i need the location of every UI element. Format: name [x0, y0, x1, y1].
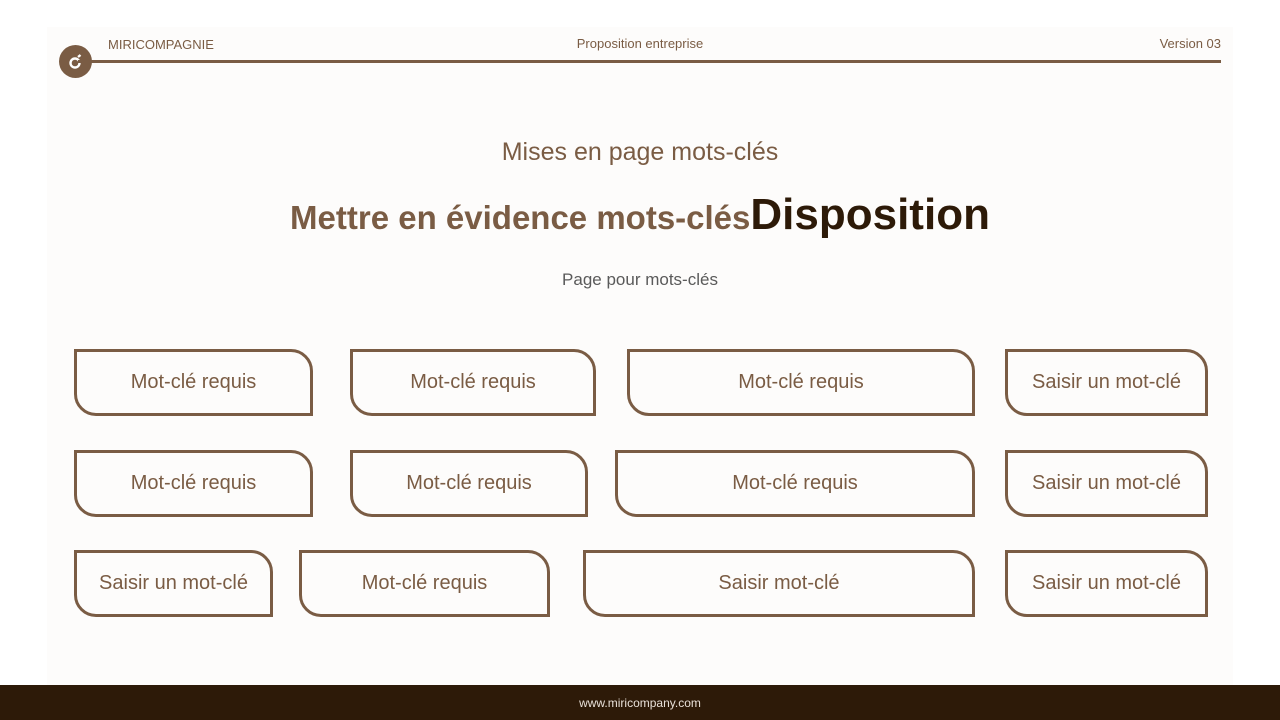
- keyword-box: Saisir un mot-clé: [1005, 550, 1208, 617]
- header-version: Version 03: [1159, 36, 1221, 51]
- header-divider: [78, 60, 1221, 63]
- keyword-box: Mot-clé requis: [299, 550, 550, 617]
- page-caption: Page pour mots-clés: [562, 270, 718, 289]
- keyword-box: Saisir un mot-clé: [1005, 450, 1208, 517]
- keyword-box: Mot-clé requis: [350, 349, 596, 416]
- keyword-box: Mot-clé requis: [74, 349, 313, 416]
- page-subtitle: Mises en page mots-clés: [501, 138, 779, 166]
- brand-name: MIRICOMPAGNIE: [108, 37, 214, 52]
- keyword-box: Saisir mot-clé: [583, 550, 975, 617]
- keyword-box: Mot-clé requis: [350, 450, 588, 517]
- title-emphasis: Disposition: [750, 190, 990, 239]
- keyword-box: Mot-clé requis: [615, 450, 975, 517]
- footer-bar: [0, 685, 1280, 720]
- title-highlight: Mettre en évidence mots-clés: [290, 199, 751, 236]
- page-title: [0, 190, 1280, 240]
- keyword-box: Saisir un mot-clé: [1005, 349, 1208, 416]
- keyword-box: Mot-clé requis: [627, 349, 975, 416]
- footer-url[interactable]: www.miricompany.com: [579, 695, 701, 710]
- keyword-box: Saisir un mot-clé: [74, 550, 273, 617]
- header-proposal: Proposition entreprise: [576, 36, 704, 51]
- keyword-box: Mot-clé requis: [74, 450, 313, 517]
